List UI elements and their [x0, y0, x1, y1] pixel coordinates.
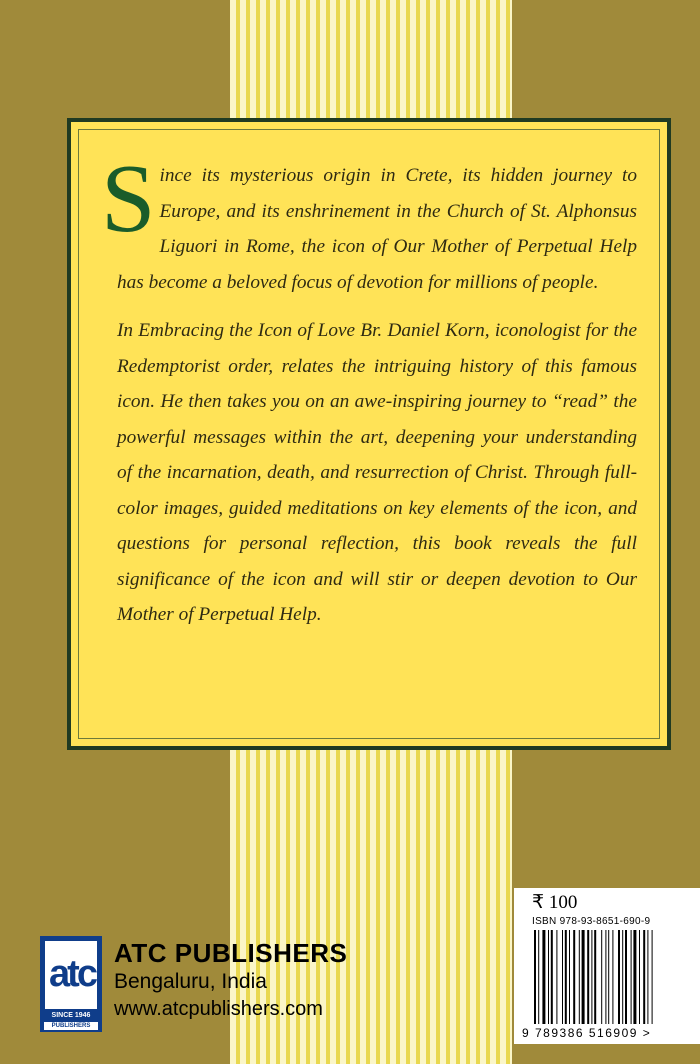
barcode-area: [514, 888, 700, 1044]
barcode-bar: [601, 930, 602, 1024]
barcode-bars: [534, 930, 694, 1026]
barcode-bar: [573, 930, 575, 1024]
barcode-bar: [647, 930, 648, 1024]
barcode-bar: [569, 930, 570, 1024]
publisher-logo: [40, 936, 102, 1032]
description-text: [101, 145, 637, 633]
barcode-bar: [565, 930, 567, 1024]
barcode-bar: [612, 930, 613, 1024]
barcode-bar: [639, 930, 640, 1024]
barcode-bar: [556, 930, 557, 1024]
logo-letters: atc: [49, 953, 95, 995]
barcode-number: 9 789386 516909 >: [522, 1026, 652, 1040]
paragraph-1: [101, 145, 637, 300]
barcode-bar: [582, 930, 585, 1024]
barcode-bar: [562, 930, 563, 1024]
isbn-label: ISBN 978-93-8651-690-9: [532, 916, 651, 927]
logo-label: PUBLISHERS: [44, 1022, 98, 1030]
barcode-bar: [594, 930, 596, 1024]
barcode-bar: [631, 930, 632, 1024]
barcode-bar: [605, 930, 606, 1024]
barcode-bar: [587, 930, 589, 1024]
logo-emblem: [44, 940, 98, 1010]
barcode-bar: [618, 930, 620, 1024]
barcode-bar: [538, 930, 539, 1024]
barcode-bar: [652, 930, 653, 1024]
paragraph-1-text: ince its mysterious origin in Crete, its hidden journey to Europe, and its enshrinement in the Church of St. Alphonsus Liguori in Rome, the icon of Our Mother of Perpetual Help has become a beloved focus of devotion for millions of people.: [117, 165, 637, 293]
logo-since: SINCE 1946: [51, 1012, 91, 1019]
paragraph-2: In Embracing the Icon of Love Br. Daniel Korn, iconologist for the Redemptorist order, relates the intriguing history of this famous icon. He then takes you on an awe-inspiring journey to “read” the powerful messages within the art, deepening your understanding of the incarnation, death, and resurrection of Christ. Through full-color images, guided meditations on key elements of the icon, and questions for personal reflection, this book reveals the full significance of the icon and will stir or deepen devotion to Our Mother of Perpetual Help.: [117, 320, 637, 625]
barcode-bar: [534, 930, 536, 1024]
barcode-bar: [608, 930, 609, 1024]
publisher-website: www.atcpublishers.com: [114, 998, 323, 1020]
drop-cap: S: [101, 145, 156, 253]
barcode-bar: [548, 930, 549, 1024]
barcode-bar: [551, 930, 553, 1024]
barcode-bar: [591, 930, 592, 1024]
barcode-bar: [643, 930, 645, 1024]
publisher-location: Bengaluru, India: [114, 970, 267, 993]
barcode-bar: [625, 930, 627, 1024]
price-label: ₹ 100: [532, 892, 578, 913]
barcode-bar: [542, 930, 545, 1024]
barcode-bar: [622, 930, 623, 1024]
barcode-bar: [633, 930, 636, 1024]
barcode-bar: [579, 930, 580, 1024]
publisher-name: ATC PUBLISHERS: [114, 938, 348, 968]
